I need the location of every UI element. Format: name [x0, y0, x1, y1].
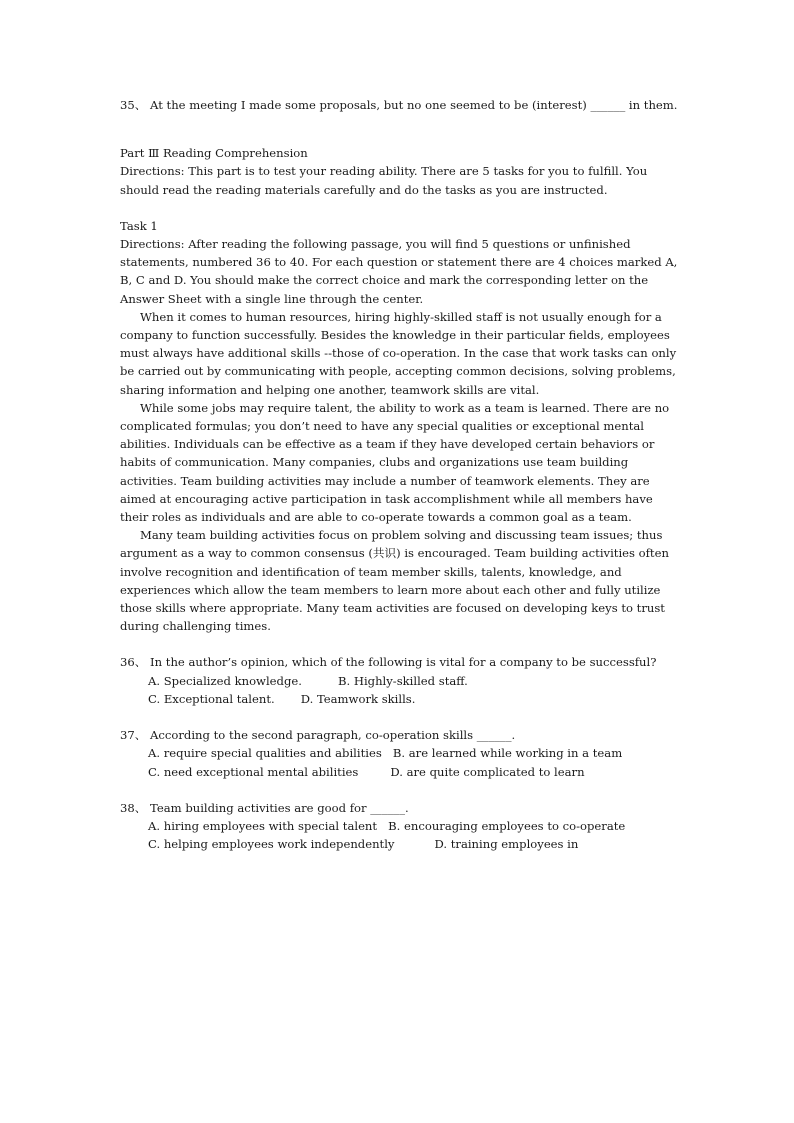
question-number: 35、 — [120, 98, 147, 112]
option-c: C. Exceptional talent. — [148, 691, 275, 706]
option-b: B. Highly-skilled staff. — [337, 673, 468, 688]
option-d: D. Teamwork skills. — [300, 691, 416, 706]
option-d: D. are quite complicated to learn — [390, 764, 585, 779]
question-36 — [120, 653, 680, 708]
passage-paragraph-2: While some jobs may require talent, the ability to work as a team is learned. There are no complicated formulas; you don’t need to have any special qualities or exceptional mental abilities. Individuals can be effective as a team if they have developed certain behaviors or habits of communication. Many companies, clubs and organizations use team building activities. Team building activities may include a number of teamwork elements. They are aimed at encouraging active participation in task accomplishment while all members have their roles as individuals and are able to co-operate towards a common goal as a team. — [120, 400, 670, 525]
passage-paragraph-1: When it comes to human resources, hiring highly-skilled staff is not usually enough for a company to function successfully. Besides the knowledge in their particular fields, employees must always have additional skills --those of co-operation. In the case that work tasks can only be carried out by communicating with people, accepting common decisions, solving problems, sharing information and helping one another, teamwork skills are vital. — [120, 309, 677, 397]
question-number: 36、 — [120, 655, 147, 670]
task-title: Task 1 — [120, 218, 158, 233]
question-35 — [120, 96, 680, 114]
option-b: B. encouraging employees to co-operate — [388, 818, 626, 833]
task-directions: Directions: After reading the following passage, you will find 5 questions or unfinished statements, numbered 36 to 40. For each question or statement there are 4 choices marked A, B, C and D. You should make the correct choice and mark the corresponding letter on the Answer Sheet with a single line through the center. — [120, 237, 678, 306]
question-stem: According to the second paragraph, co-operation skills ______. — [150, 728, 516, 743]
question-stem: In the author’s opinion, which of the following is vital for a company to be successful? — [150, 655, 657, 670]
question-38 — [120, 799, 680, 854]
question-text: At the meeting I made some proposals, but no one seemed to be (interest) ______ in them. — [150, 98, 678, 112]
option-c: C. helping employees work independently — [148, 837, 395, 852]
question-number: 37、 — [120, 728, 147, 743]
document-page — [120, 96, 680, 853]
option-b: B. are learned while working in a team — [392, 746, 623, 761]
question-37 — [120, 726, 680, 781]
section-directions: Directions: This part is to test your reading ability. There are 5 tasks for you to fulfill. You should read the reading materials carefully and do the tasks as you are instructed. — [120, 164, 648, 197]
option-a: A. hiring employees with special talent — [148, 818, 378, 833]
option-d: D. training employees in — [434, 837, 579, 852]
question-stem: Team building activities are good for ______. — [150, 800, 409, 815]
option-a: A. require special qualities and abilities — [148, 746, 382, 761]
passage-paragraph-3: Many team building activities focus on problem solving and discussing team issues; thus argument as a way to common consensus (共识) is encouraged. Team building activities often involve recognition and identification of team member skills, talents, knowledge, and experiences which allow the team members to learn more about each other and fully utilize those skills where appropriate. Many team activities are focused on developing keys to trust during challenging times. — [120, 528, 669, 634]
option-a: A. Specialized knowledge. — [148, 673, 302, 688]
option-c: C. need exceptional mental abilities — [148, 764, 359, 779]
question-number: 38、 — [120, 800, 147, 815]
section-title: Part Ⅲ Reading Comprehension — [120, 146, 308, 161]
